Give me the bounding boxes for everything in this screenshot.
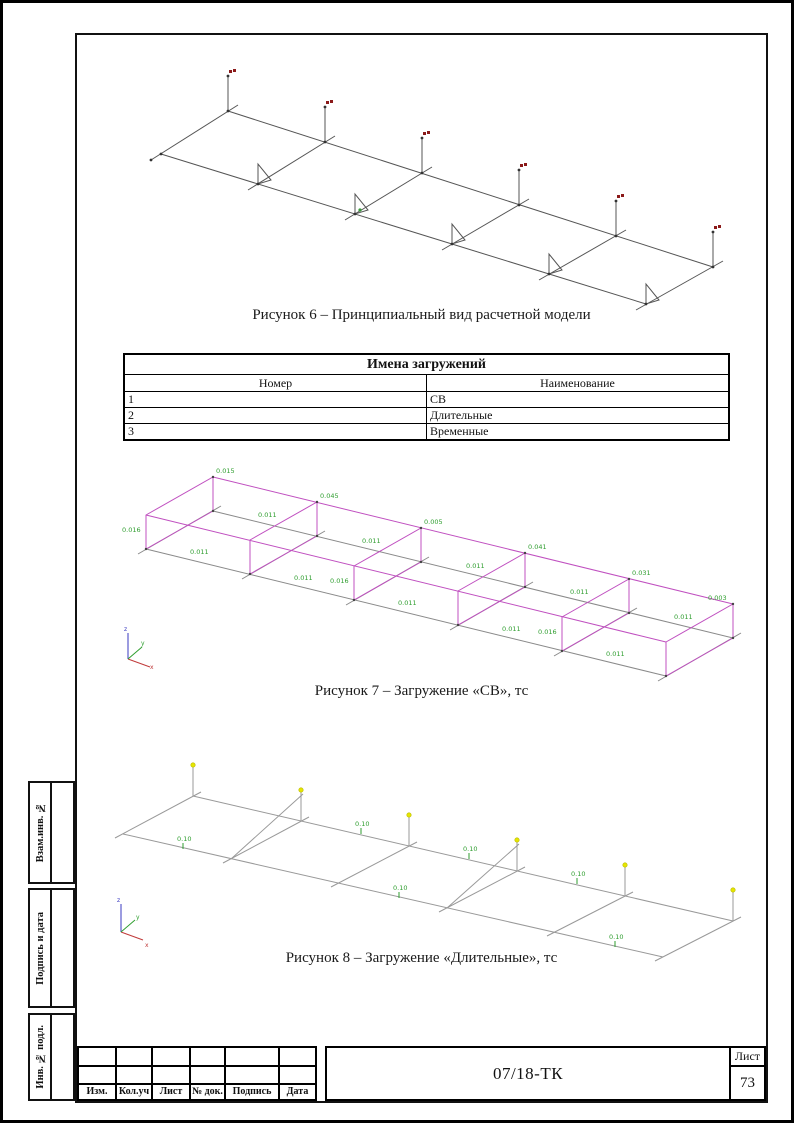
sidebar-label: Взам.инв. №: [34, 802, 46, 863]
titleblock-cell-empty: [190, 1047, 225, 1066]
load-value-label: y: [136, 914, 140, 921]
load-value-label: z: [124, 626, 128, 633]
main-frame: [75, 33, 768, 1103]
sheet-label: Лист: [729, 1046, 766, 1067]
load-value-label: 0.041: [528, 543, 547, 551]
titleblock-col-label: Лист: [152, 1084, 190, 1100]
titleblock-cell-empty: [152, 1047, 190, 1066]
table-row: [124, 408, 729, 424]
titleblock-cell-empty: [152, 1066, 190, 1083]
load-value-label: 0.10: [609, 933, 624, 941]
load-value-label: 0.10: [571, 870, 586, 878]
load-value-label: 0.011: [570, 588, 589, 596]
titleblock-col-label: Дата: [279, 1084, 316, 1100]
titleblock-col-label: № док.: [190, 1084, 225, 1100]
axis-triad-icon: [121, 904, 143, 940]
titleblock-cell-empty: [116, 1066, 152, 1083]
document-number: 07/18-ТК: [325, 1046, 731, 1101]
sidebar-label-box: [30, 1015, 52, 1099]
load-value-label: z: [117, 897, 121, 904]
figure7-caption: Рисунок 7 – Загружение «СВ», тс: [314, 683, 529, 699]
loads-table-title: Имена загружений: [124, 354, 729, 375]
loads-table-col-name: Наименование: [427, 375, 730, 392]
titleblock-cell-empty: [279, 1066, 316, 1083]
titleblock-cell-empty: [279, 1047, 316, 1066]
table-cell: 2: [124, 408, 427, 424]
table-cell: 3: [124, 424, 427, 441]
sidebar-label-box: [30, 783, 52, 882]
load-value-label: 0.10: [355, 820, 370, 828]
table-cell: Временные: [427, 424, 730, 441]
titleblock-cell-empty: [225, 1047, 279, 1066]
load-value-label: 0.045: [320, 492, 339, 500]
load-value-label: 0.10: [393, 884, 408, 892]
load-value-label: 0.011: [294, 574, 313, 582]
load-value-label: x: [145, 942, 149, 949]
sidebar-label: Подпись и дата: [34, 911, 46, 985]
load-value-label: 0.015: [216, 467, 235, 475]
node-markers-yellow: [191, 763, 735, 892]
axis-triad-icon: [128, 633, 150, 667]
load-value-label: y: [141, 640, 145, 647]
load-value-label: 0.011: [190, 548, 209, 556]
table-row: [124, 424, 729, 441]
load-value-label: 0.011: [258, 511, 277, 519]
load-value-label: 0.005: [424, 518, 443, 526]
load-value-label: 0.011: [362, 537, 381, 545]
table-row: [78, 1066, 316, 1083]
load-value-label: 0.016: [538, 628, 557, 636]
figure6-caption: Рисунок 6 – Принципиальный вид расчетной модели: [252, 307, 591, 323]
figure6-wireframe: [143, 59, 743, 314]
load-value-label: 0.011: [502, 625, 521, 633]
revision-table: [77, 1046, 317, 1101]
load-value-label: 0.10: [177, 835, 192, 843]
support-flag-marks: [229, 69, 721, 229]
titleblock-cell-empty: [78, 1047, 116, 1066]
titleblock-col-label: Кол.уч: [116, 1084, 152, 1100]
loads-table-col-number: Номер: [124, 375, 427, 392]
table-cell: СВ: [427, 392, 730, 408]
table-row: [78, 1084, 316, 1100]
table-row: [78, 1047, 316, 1066]
sheet-box: [729, 1046, 766, 1101]
sidebar-cell-vzam-inv: [28, 781, 75, 884]
table-cell: Длительные: [427, 408, 730, 424]
load-value-label: 0.011: [466, 562, 485, 570]
load-value-label: 0.011: [674, 613, 693, 621]
titleblock-col-label: Подпись: [225, 1084, 279, 1100]
figure8-wireframe: [93, 754, 763, 964]
load-value-label: 0.016: [330, 577, 349, 585]
load-value-label: x: [150, 664, 154, 671]
table-cell: 1: [124, 392, 427, 408]
load-value-label: 0.016: [122, 526, 141, 534]
sidebar-label-box: [30, 890, 52, 1006]
titleblock-cell-empty: [190, 1066, 225, 1083]
table-row: [124, 392, 729, 408]
load-value-label: 0.011: [398, 599, 417, 607]
titleblock-col-label: Изм.: [78, 1084, 116, 1100]
titleblock-cell-empty: [225, 1066, 279, 1083]
figure7-wireframe: [98, 453, 758, 688]
sidebar-label: Инв. № подл.: [34, 1025, 46, 1089]
sidebar-cell-inv-podl: [28, 1013, 75, 1101]
sheet-number: 73: [729, 1067, 766, 1101]
title-block: [77, 1046, 766, 1101]
loads-table: [123, 353, 730, 441]
sidebar-cell-podpis-data: [28, 888, 75, 1008]
load-value-label: 0.011: [606, 650, 625, 658]
load-value-label: 0.003: [708, 594, 727, 602]
titleblock-cell-empty: [78, 1066, 116, 1083]
load-value-label: 0.10: [463, 845, 478, 853]
titleblock-cell-empty: [116, 1047, 152, 1066]
load-value-label: 0.031: [632, 569, 651, 577]
figure8-caption: Рисунок 8 – Загружение «Длительные», тс: [285, 950, 558, 966]
